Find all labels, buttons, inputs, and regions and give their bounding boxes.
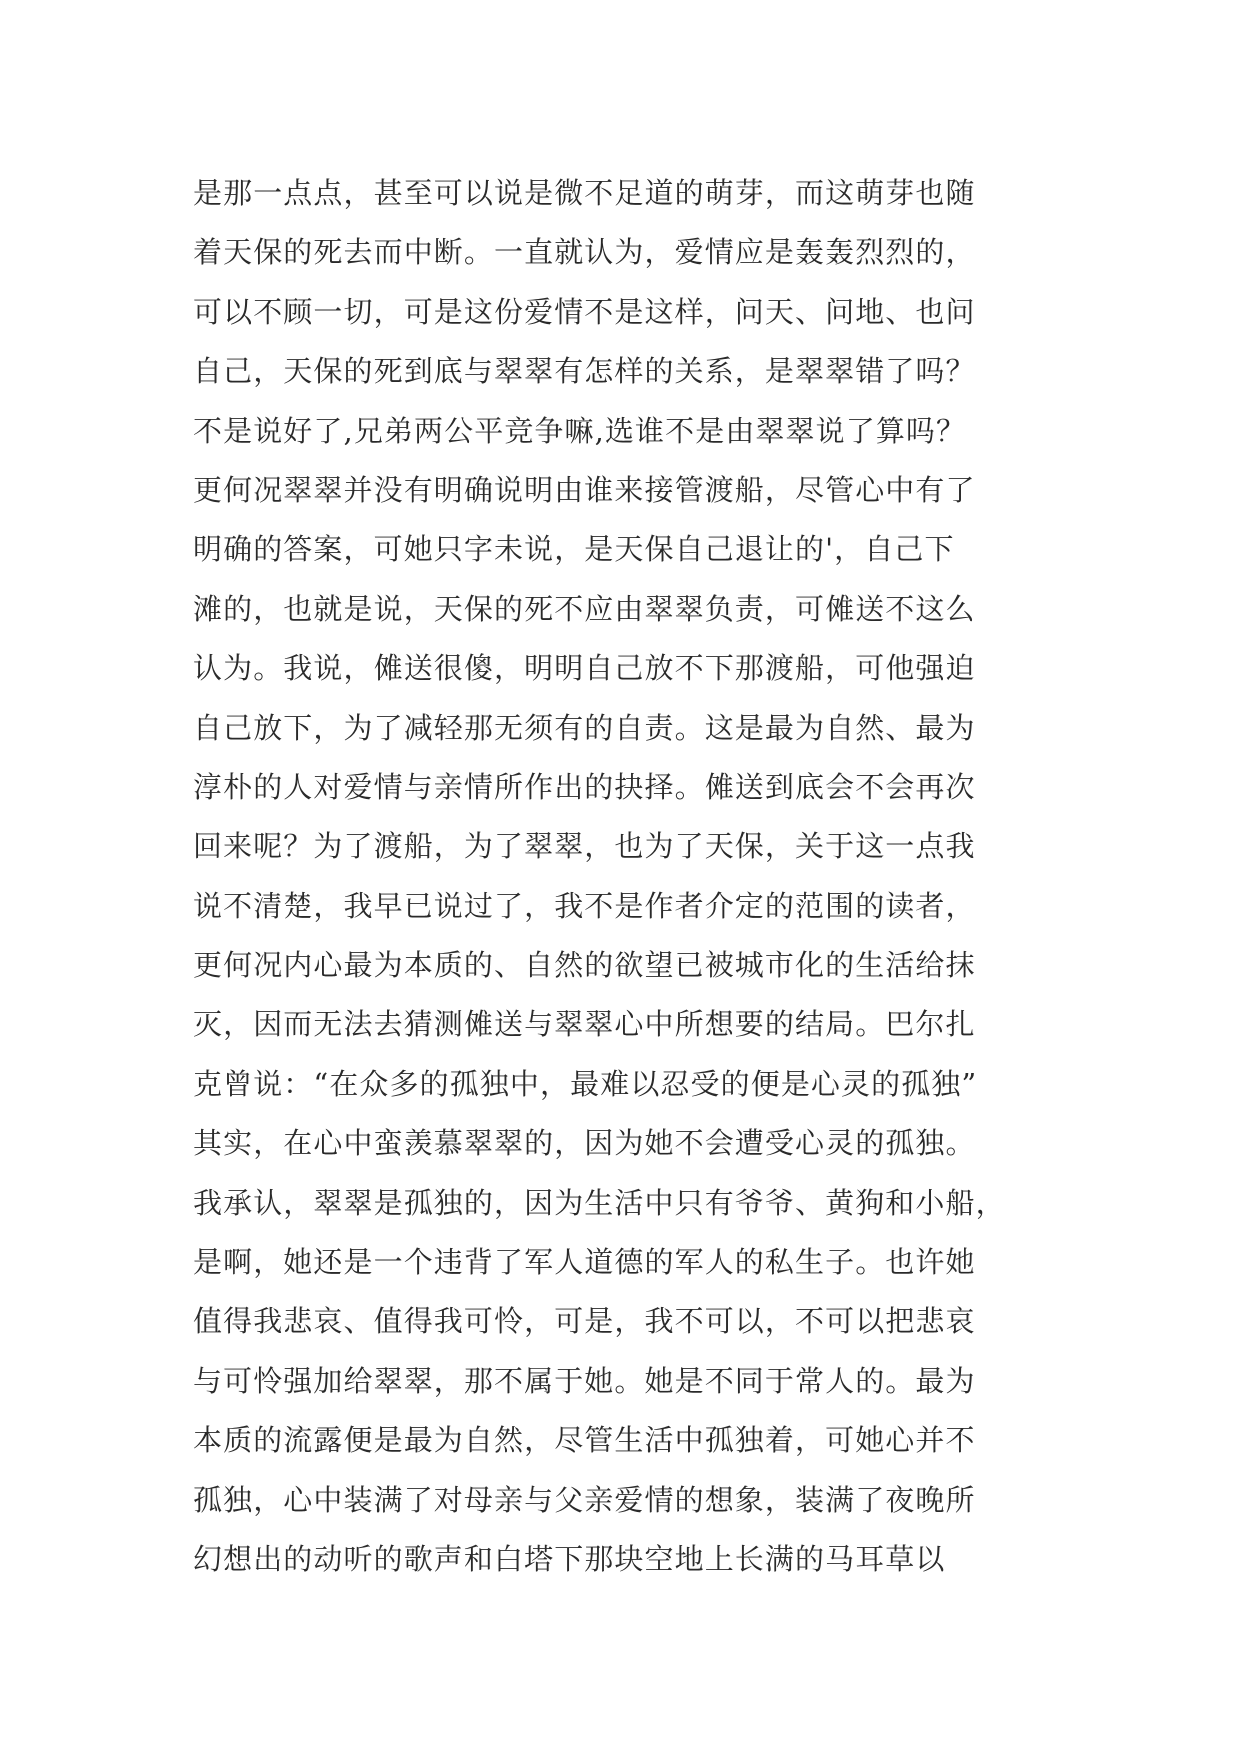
text-line: 着天保的死去而中断。一直就认为，爱情应是轰轰烈烈的， bbox=[193, 235, 976, 270]
text-line: 自己，天保的死到底与翠翠有怎样的关系，是翠翠错了吗？ bbox=[193, 354, 976, 389]
text-line: 回来呢？为了渡船，为了翠翠，也为了天保，关于这一点我 bbox=[193, 829, 976, 864]
text-line: 自己放下，为了减轻那无须有的自责。这是最为自然、最为 bbox=[193, 710, 976, 745]
text-line: 滩的，也就是说，天保的死不应由翠翠负责，可傩送不这么 bbox=[193, 591, 976, 626]
text-line: 幻想出的动听的歌声和白塔下那块空地上长满的马耳草以 bbox=[193, 1541, 946, 1576]
text-line: 可以不顾一切，可是这份爱情不是这样，问天、问地、也问 bbox=[193, 294, 976, 329]
text-line: 克曾说：“在众多的孤独中，最难以忍受的便是心灵的孤独” bbox=[193, 1066, 978, 1101]
text-line: 更何况翠翠并没有明确说明由谁来接管渡船，尽管心中有了 bbox=[193, 472, 976, 507]
text-line: 孤独，心中装满了对母亲与父亲爱情的想象，装满了夜晚所 bbox=[193, 1482, 976, 1517]
text-line: 值得我悲哀、值得我可怜，可是，我不可以，不可以把悲哀 bbox=[193, 1304, 976, 1339]
text-line: 其实，在心中蛮羡慕翠翠的，因为她不会遭受心灵的孤独。 bbox=[193, 1126, 976, 1161]
text-line: 更何况内心最为本质的、自然的欲望已被城市化的生活给抹 bbox=[193, 948, 976, 983]
text-line: 淳朴的人对爱情与亲情所作出的抉择。傩送到底会不会再次 bbox=[193, 769, 976, 804]
text-line: 说不清楚，我早已说过了，我不是作者介定的范围的读者， bbox=[193, 888, 976, 923]
body-text bbox=[193, 164, 1073, 1589]
text-line: 我承认，翠翠是孤独的，因为生活中只有爷爷、黄狗和小船， bbox=[193, 1185, 1006, 1220]
text-line: 与可怜强加给翠翠，那不属于她。她是不同于常人的。最为 bbox=[193, 1363, 976, 1398]
text-line: 灭，因而无法去猜测傩送与翠翠心中所想要的结局。巴尔扎 bbox=[193, 1007, 976, 1042]
text-line: 是那一点点，甚至可以说是微不足道的萌芽，而这萌芽也随 bbox=[193, 176, 976, 210]
text-line: 认为。我说，傩送很傻，明明自己放不下那渡船，可他强迫 bbox=[193, 651, 976, 686]
text-line: 不是说好了,兄弟两公平竞争嘛,选谁不是由翠翠说了算吗？ bbox=[193, 413, 967, 448]
text-line: 本质的流露便是最为自然，尽管生活中孤独着，可她心并不 bbox=[193, 1423, 976, 1458]
text-line: 是啊，她还是一个违背了军人道德的军人的私生子。也许她 bbox=[193, 1245, 976, 1280]
text-line: 明确的答案，可她只字未说，是天保自己退让的'，自己下 bbox=[193, 532, 955, 567]
